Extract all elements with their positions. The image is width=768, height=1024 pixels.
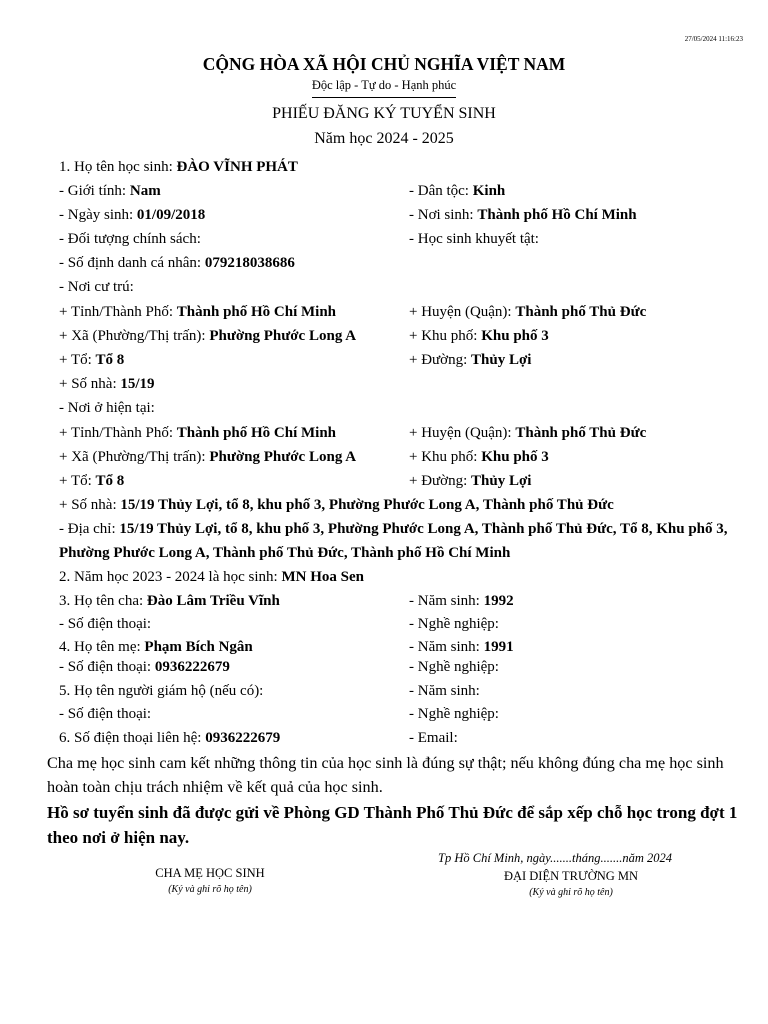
- current-province-value: Thành phố Hồ Chí Minh: [176, 425, 337, 441]
- birthplace-value: Thành phố Hồ Chí Minh: [477, 207, 637, 223]
- mother-birth-year-value: 1991: [483, 639, 514, 655]
- disability-row: [409, 229, 539, 253]
- current-ward-row: [59, 447, 356, 471]
- parent-signature-title: CHA MẸ HỌC SINH: [155, 866, 265, 880]
- residence-street-value: Thủy Lợi: [471, 352, 532, 368]
- id-number-value: 079218038686: [204, 255, 295, 271]
- current-house-value: 15/19 Thủy Lợi, tổ 8, khu phố 3, Phường Phước Long A, Thành phố Thủ Đức: [120, 497, 614, 513]
- current-quarter-row: [409, 447, 549, 471]
- residence-province-row: [59, 302, 336, 326]
- field-label: - Nơi sinh:: [409, 207, 474, 223]
- residence-ward-value: Phường Phước Long A: [209, 328, 357, 344]
- residence-house-value: 15/19: [120, 376, 155, 392]
- father-birth-year-row: [409, 591, 514, 615]
- field-label: + Khu phố:: [409, 449, 478, 465]
- guardian-phone-row: [59, 704, 151, 728]
- field-label: + Đường:: [409, 473, 468, 489]
- student-name-row: [59, 157, 298, 181]
- id-number-row: [59, 253, 295, 277]
- motto: Độc lập - Tự do - Hạnh phúc: [312, 78, 456, 98]
- father-job-row: [409, 614, 499, 638]
- current-ward-value: Phường Phước Long A: [209, 449, 357, 465]
- field-label: 5. Họ tên người giám hộ (nếu có):: [59, 683, 264, 699]
- current-province-row: [59, 423, 336, 447]
- field-label: - Nghề nghiệp:: [409, 616, 499, 632]
- dob-value: 01/09/2018: [136, 207, 206, 223]
- father-phone-row: [59, 614, 151, 638]
- mother-phone-value: 0936222679: [154, 659, 230, 675]
- residence-quarter-row: [409, 326, 549, 350]
- mother-name-value: Phạm Bích Ngân: [144, 639, 253, 655]
- commitment-text: Cha mẹ học sinh cam kết những thông tin của học sinh là đúng sự thật; nếu không đúng cha mẹ học sinh hoàn toàn chịu trách nhiệm về kết quả của học sinh.: [47, 754, 724, 796]
- address-row: [59, 517, 739, 565]
- field-label: 6. Số điện thoại liên hệ:: [59, 730, 202, 746]
- residence-group-row: [59, 350, 124, 374]
- residence-street-row: [409, 350, 531, 374]
- field-label: - Dân tộc:: [409, 183, 469, 199]
- field-label: - Số điện thoại:: [59, 659, 152, 675]
- residence-heading: - Nơi cư trú:: [59, 279, 134, 295]
- field-label: - Ngày sinh:: [59, 207, 134, 223]
- field-label: + Huyện (Quận):: [409, 304, 512, 320]
- field-label: - Số điện thoại:: [59, 706, 152, 722]
- field-label: + Đường:: [409, 352, 468, 368]
- residence-ward-row: [59, 326, 356, 350]
- national-title: CỘNG HÒA XÃ HỘI CHỦ NGHĨA VIỆT NAM: [202, 54, 566, 74]
- prev-school-value: MN Hoa Sen: [281, 569, 364, 585]
- parent-signature-block: [115, 866, 305, 895]
- notice-text: Hồ sơ tuyển sinh đã được gửi về Phòng GD Thành Phố Thủ Đức để sắp xếp chỗ học trong đợt 1 theo nơi ở hiện nay.: [47, 803, 738, 847]
- residence-district-value: Thành phố Thủ Đức: [515, 304, 647, 320]
- current-group-value: Tổ 8: [95, 473, 125, 489]
- field-label: + Tổ:: [59, 473, 92, 489]
- field-label: + Xã (Phường/Thị trấn):: [59, 328, 206, 344]
- field-label: - Số điện thoại:: [59, 616, 152, 632]
- field-label: + Xã (Phường/Thị trấn):: [59, 449, 206, 465]
- policy-row: [59, 229, 201, 253]
- school-signature-block: [476, 869, 666, 898]
- gender-row: [59, 181, 161, 205]
- email-row: [409, 728, 458, 752]
- gender-value: Nam: [129, 183, 161, 199]
- ethnicity-value: Kinh: [472, 183, 506, 199]
- parent-signature-note: (Ký và ghi rõ họ tên): [168, 884, 252, 895]
- current-heading: - Nơi ở hiện tại:: [59, 400, 155, 416]
- residence-quarter-value: Khu phố 3: [481, 328, 549, 344]
- school-signature-note: (Ký và ghi rõ họ tên): [529, 887, 613, 898]
- field-label: 2. Năm học 2023 - 2024 là học sinh:: [59, 569, 278, 585]
- field-label: 3. Họ tên cha:: [59, 593, 144, 609]
- field-label: + Tổ:: [59, 352, 92, 368]
- mother-job-row: [409, 657, 499, 681]
- field-label: + Số nhà:: [59, 497, 117, 513]
- current-group-row: [59, 471, 124, 495]
- field-label: - Email:: [409, 730, 458, 746]
- field-label: - Năm sinh:: [409, 593, 480, 609]
- field-label: + Số nhà:: [59, 376, 117, 392]
- father-name-value: Đào Lâm Triều Vĩnh: [146, 593, 280, 609]
- field-label: + Tỉnh/Thành Phố:: [59, 304, 174, 320]
- field-label: - Số định danh cá nhân:: [59, 255, 202, 271]
- mother-phone-row: [59, 657, 230, 681]
- field-label: - Địa chỉ:: [59, 521, 116, 537]
- ethnicity-row: [409, 181, 505, 205]
- current-street-row: [409, 471, 531, 495]
- prev-school-row: [59, 567, 364, 591]
- current-quarter-value: Khu phố 3: [481, 449, 549, 465]
- residence-house-row: [59, 374, 155, 398]
- field-label: 1. Họ tên học sinh:: [59, 159, 173, 175]
- motto-container: [0, 78, 768, 98]
- student-name-value: ĐÀO VĨNH PHÁT: [176, 159, 298, 175]
- residence-province-value: Thành phố Hồ Chí Minh: [176, 304, 337, 320]
- guardian-name-row: [59, 681, 263, 705]
- current-street-value: Thủy Lợi: [471, 473, 532, 489]
- form-title: PHIẾU ĐĂNG KÝ TUYỂN SINH: [272, 105, 496, 122]
- current-house-row: [59, 495, 614, 519]
- father-birth-year-value: 1992: [483, 593, 514, 609]
- residence-district-row: [409, 302, 646, 326]
- address-value: 15/19 Thủy Lợi, tổ 8, khu phố 3, Phường Phước Long A, Thành phố Thủ Đức, Tổ 8, Khu phố 3, Phường Phước Long A, Thành phố Thủ Đức, Thành phố Hồ Chí Minh: [59, 521, 728, 561]
- field-label: - Nghề nghiệp:: [409, 706, 499, 722]
- date-line: Tp Hồ Chí Minh, ngày.......tháng.......năm 2024: [438, 851, 673, 865]
- field-label: + Tỉnh/Thành Phố:: [59, 425, 174, 441]
- dob-row: [59, 205, 205, 229]
- residence-group-value: Tổ 8: [95, 352, 125, 368]
- current-district-row: [409, 423, 646, 447]
- field-label: - Nghề nghiệp:: [409, 659, 499, 675]
- timestamp: 27/05/2024 11:16:23: [684, 35, 743, 43]
- field-label: - Giới tính:: [59, 183, 127, 199]
- current-district-value: Thành phố Thủ Đức: [515, 425, 647, 441]
- birthplace-row: [409, 205, 637, 229]
- field-label: - Năm sinh:: [409, 639, 480, 655]
- field-label: - Đối tượng chính sách:: [59, 231, 201, 247]
- guardian-birth-year-row: [409, 681, 480, 705]
- field-label: + Khu phố:: [409, 328, 478, 344]
- contact-phone-value: 0936222679: [205, 730, 281, 746]
- field-label: - Năm sinh:: [409, 683, 480, 699]
- contact-phone-row: [59, 728, 280, 752]
- field-label: 4. Họ tên mẹ:: [59, 639, 141, 655]
- school-signature-title: ĐẠI DIỆN TRƯỜNG MN: [503, 869, 639, 883]
- field-label: - Học sinh khuyết tật:: [409, 231, 539, 247]
- school-year: Năm học 2024 - 2025: [314, 130, 454, 147]
- guardian-job-row: [409, 704, 499, 728]
- father-name-row: [59, 591, 280, 615]
- field-label: + Huyện (Quận):: [409, 425, 512, 441]
